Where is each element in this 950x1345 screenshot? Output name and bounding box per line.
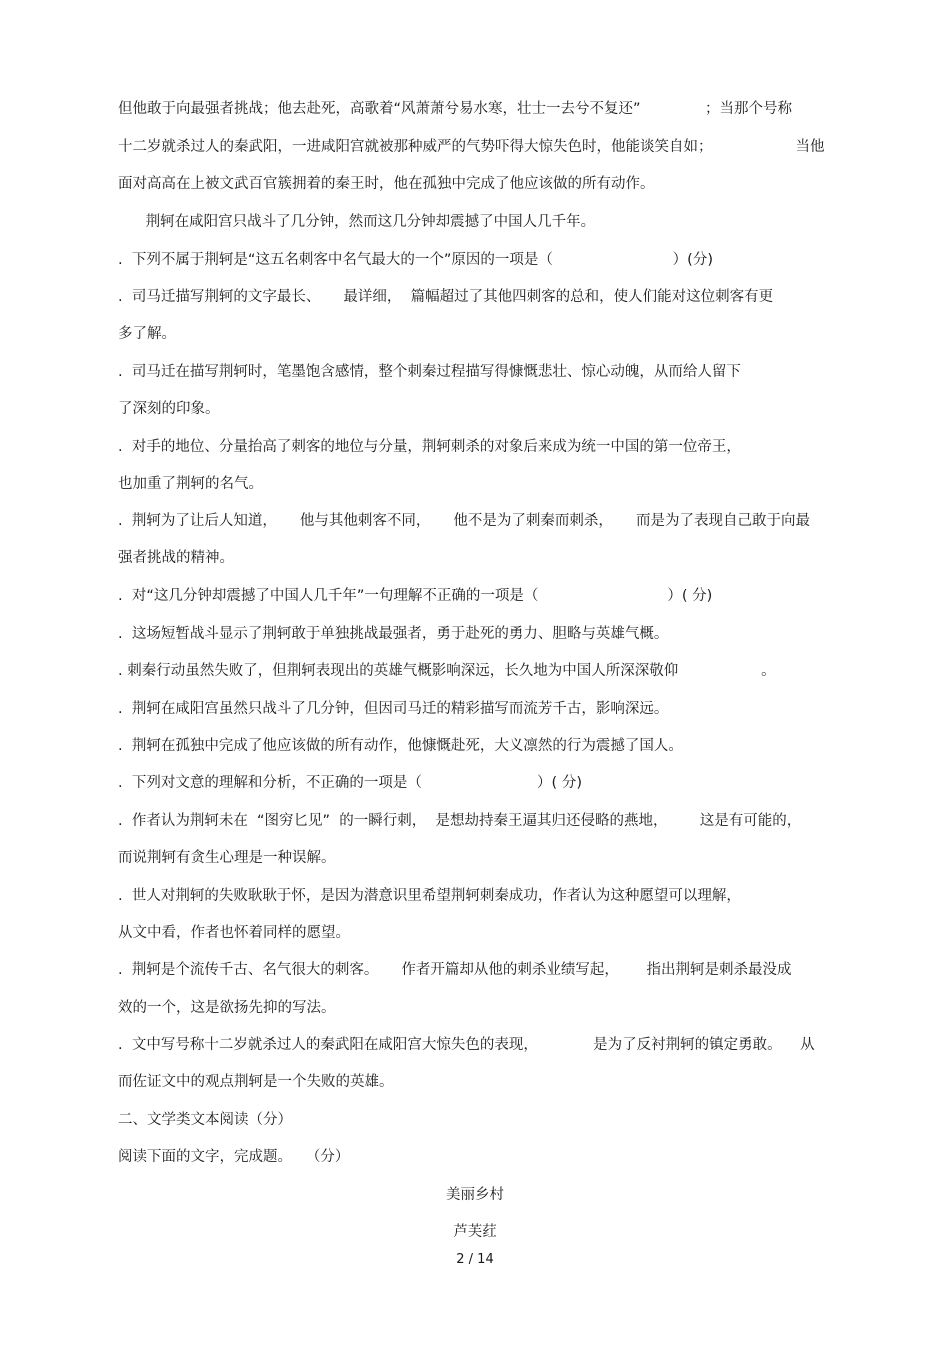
body-line: 十二岁就杀过人的秦武阳，一进咸阳宫就被那种威严的气势吓得大惊失色时，他能谈笑自如； 当他 — [118, 139, 825, 155]
option-line: . 荆轲是个流传千古、名气很大的刺客。 作者开篇却从他的刺杀业绩写起， 指出荆轲是刺杀最没成 — [118, 962, 792, 978]
instruction-line: 阅读下面的文字，完成题。 （分） — [118, 1149, 350, 1165]
option-line: . 荆轲为了让后人知道， 他与其他刺客不同， 他不是为了刺秦而刺杀， 而是为了表现自己敢于向最 — [118, 513, 810, 529]
option-line: . 司马迁在描写荆轲时，笔墨饱含感情，整个刺秦过程描写得慷慨悲壮、惊心动魄，从而给人留下 — [118, 364, 741, 380]
option-line: . 对手的地位、分量抬高了刺客的地位与分量，荆轲刺杀的对象后来成为统一中国的第一位帝王， — [118, 439, 741, 455]
option-line: . 这场短暂战斗显示了荆轲敢于单独挑战最强者，勇于赴死的勇力、胆略与英雄气概。 — [118, 626, 669, 642]
option-line: 强者挑战的精神。 — [118, 550, 234, 566]
question-line: . 对“这几分钟却震撼了中国人几千年”一句理解不正确的一项是（ ）( 分) — [118, 588, 713, 604]
page-number: 2 / 14 — [456, 1252, 494, 1267]
question-line: . 下列不属于荆轲是“这五名刺客中名气最大的一个”原因的一项是（ ）(分) — [118, 252, 713, 268]
option-line: . 刺秦行动虽然失败了，但荆轲表现出的英雄气概影响深远，长久地为中国人所深深敬仰 。 — [118, 663, 776, 679]
article-title: 美丽乡村 — [446, 1187, 504, 1203]
question-line: . 下列对文意的理解和分析，不正确的一项是（ ）( 分) — [118, 775, 582, 791]
option-line: . 荆轲在孤独中完成了他应该做的所有动作，他慷慨赴死，大义凛然的行为震撼了国人。 — [118, 738, 683, 754]
option-line: 也加重了荆轲的名气。 — [118, 476, 263, 492]
option-line: 了深刻的印象。 — [118, 401, 220, 417]
option-line: 而佐证文中的观点荆轲是一个失败的英雄。 — [118, 1074, 394, 1090]
option-line: . 作者认为荆轲未在 “图穷匕见” 的一瞬行刺， 是想劫持秦王逼其归还侵略的燕地， 这是有可能的， — [118, 813, 802, 829]
option-line: 从文中看，作者也怀着同样的愿望。 — [118, 925, 350, 941]
option-line: 效的一个，这是欲扬先抑的写法。 — [118, 1000, 336, 1016]
body-line: 但他敢于向最强者挑战；他去赴死，高歌着“风萧萧兮易水寒，壮士一去兮不复还” ；当那个号称 — [118, 101, 793, 117]
option-line: . 荆轲在咸阳宫虽然只战斗了几分钟，但因司马迁的精彩描写而流芳千古，影响深远。 — [118, 701, 669, 717]
option-line: 多了解。 — [118, 326, 176, 342]
section-heading: 二、文学类文本阅读（分） — [118, 1112, 292, 1128]
option-line: . 司马迁描写荆轲的文字最长、 最详细， 篇幅超过了其他四刺客的总和，使人们能对这位刺客有更 — [118, 289, 774, 305]
article-author: 芦芙荭 — [453, 1224, 497, 1240]
body-line: 面对高高在上被文武百官簇拥着的秦王时，他在孤独中完成了他应该做的所有动作。 — [118, 176, 655, 192]
option-line: 而说荆轲有贪生心理是一种误解。 — [118, 850, 336, 866]
option-line: . 世人对荆轲的失败耿耿于怀，是因为潜意识里希望荆轲刺秦成功，作者认为这种愿望可以理解， — [118, 888, 741, 904]
body-line: 荆轲在咸阳宫只战斗了几分钟，然而这几分钟却震撼了中国人几千年。 — [118, 214, 596, 230]
option-line: . 文中写号称十二岁就杀过人的秦武阳在咸阳宫大惊失色的表现， 是为了反衬荆轲的镇定勇敢。 从 — [118, 1037, 815, 1053]
